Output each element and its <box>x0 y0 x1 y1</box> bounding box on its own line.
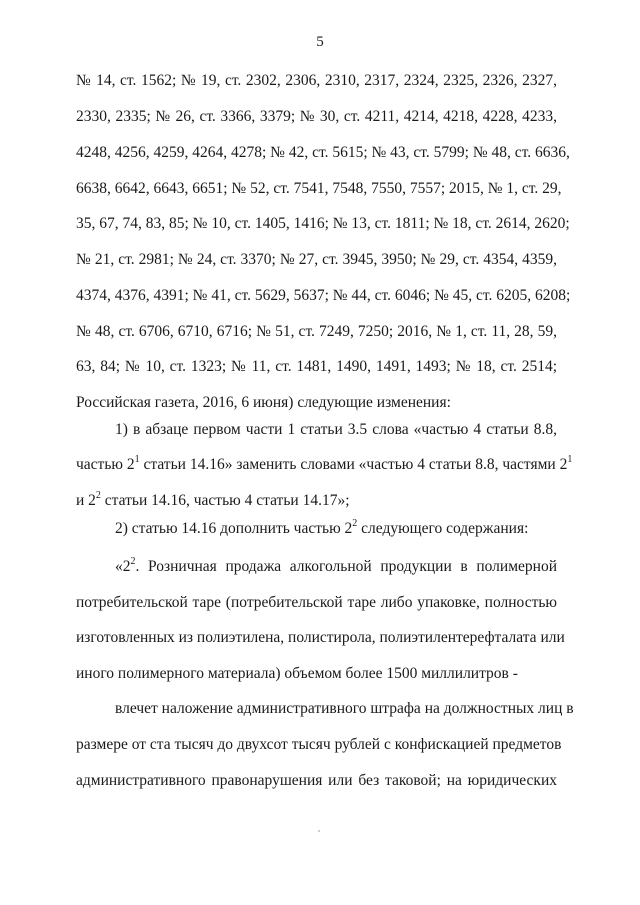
reference-line-3: 4248, 4256, 4259, 4264, 4278; № 42, ст. 5615; № 43, ст. 5799; № 48, ст. 6636, <box>76 144 570 161</box>
item2-text-b: следующего содержания: <box>357 520 529 537</box>
item1-line3-sup: 2 <box>95 489 101 501</box>
item1-line2 <box>76 453 573 475</box>
penalty-line2: размере от ста тысяч до двухсот тысяч рублей с конфискацией предметов <box>76 736 562 753</box>
reference-line-10: Российская газета, 2016, 6 июня) следующие изменения: <box>76 394 451 411</box>
quote-line3: изготовленных из полиэтилена, полистирола, полиэтилентерефталата или <box>76 629 565 646</box>
item1-line2-b: статьи 14.16» заменить словами «частью 4 статьи 8.8, частями 2 <box>139 456 568 473</box>
penalty-line3: административного правонарушения или без таковой; на юридических <box>76 772 557 789</box>
reference-line-9: 63, 84; № 10, ст. 1323; № 11, ст. 1481, 1490, 1491, 1493; № 18, ст. 2514; <box>76 358 557 375</box>
page-number: 5 <box>316 34 324 50</box>
reference-line-8: № 48, ст. 6706, 6710, 6716; № 51, ст. 7249, 7250; 2016, № 1, ст. 11, 28, 59, <box>76 323 557 340</box>
reference-line-1: № 14, ст. 1562; № 19, ст. 2302, 2306, 2310, 2317, 2324, 2325, 2326, 2327, <box>76 72 557 89</box>
reference-line-7: 4374, 4376, 4391; № 41, ст. 5629, 5637; № 44, ст. 6046; № 45, ст. 6205, 6208; <box>76 287 571 304</box>
reference-line-4: 6638, 6642, 6643, 6651; № 52, ст. 7541, 7548, 7550, 7557; 2015, № 1, ст. 29, <box>76 180 562 197</box>
reference-line-6: № 21, ст. 2981; № 24, ст. 3370; № 27, ст. 3945, 3950; № 29, ст. 4354, 4359, <box>76 251 557 268</box>
item1-line2-sup2: 1 <box>567 453 573 465</box>
scan-speck <box>318 830 320 832</box>
quote-line1 <box>115 557 557 577</box>
reference-line-2: 2330, 2335; № 26, ст. 3366, 3379; № 30, ст. 4211, 4214, 4218, 4228, 4233, <box>76 108 557 125</box>
item2-sup: 2 <box>352 517 358 529</box>
item1-line3 <box>76 491 557 511</box>
quote-line1-a: «2 <box>115 558 131 575</box>
reference-line-5: 35, 67, 74, 83, 85; № 10, ст. 1405, 1416; № 13, ст. 1811; № 18, ст. 2614, 2620; <box>76 215 570 232</box>
item1-line2-sup1: 1 <box>134 453 140 465</box>
item1-line2-a: частью 2 <box>76 456 135 473</box>
quote-line1-sup: 2 <box>130 555 136 567</box>
item1-line3-a: и 2 <box>76 492 96 509</box>
quote-line2: потребительской таре (потребительской таре либо упаковке, полностью <box>76 594 557 611</box>
penalty-line1: влечет наложение административного штрафа на должностных лиц в <box>115 700 574 717</box>
quote-line1-b: . Розничная продажа алкогольной продукции в полимерной <box>135 558 557 575</box>
item1-line3-b: статьи 14.16, частью 4 статьи 14.17»; <box>100 492 350 509</box>
item2-line <box>115 519 557 539</box>
item1-line1: 1) в абзаце первом части 1 статьи 3.5 слова «частью 4 статьи 8.8, <box>115 421 557 438</box>
quote-line4: иного полимерного материала) объемом более 1500 миллилитров - <box>76 665 518 682</box>
item2-text-a: 2) статью 14.16 дополнить частью 2 <box>115 520 353 537</box>
